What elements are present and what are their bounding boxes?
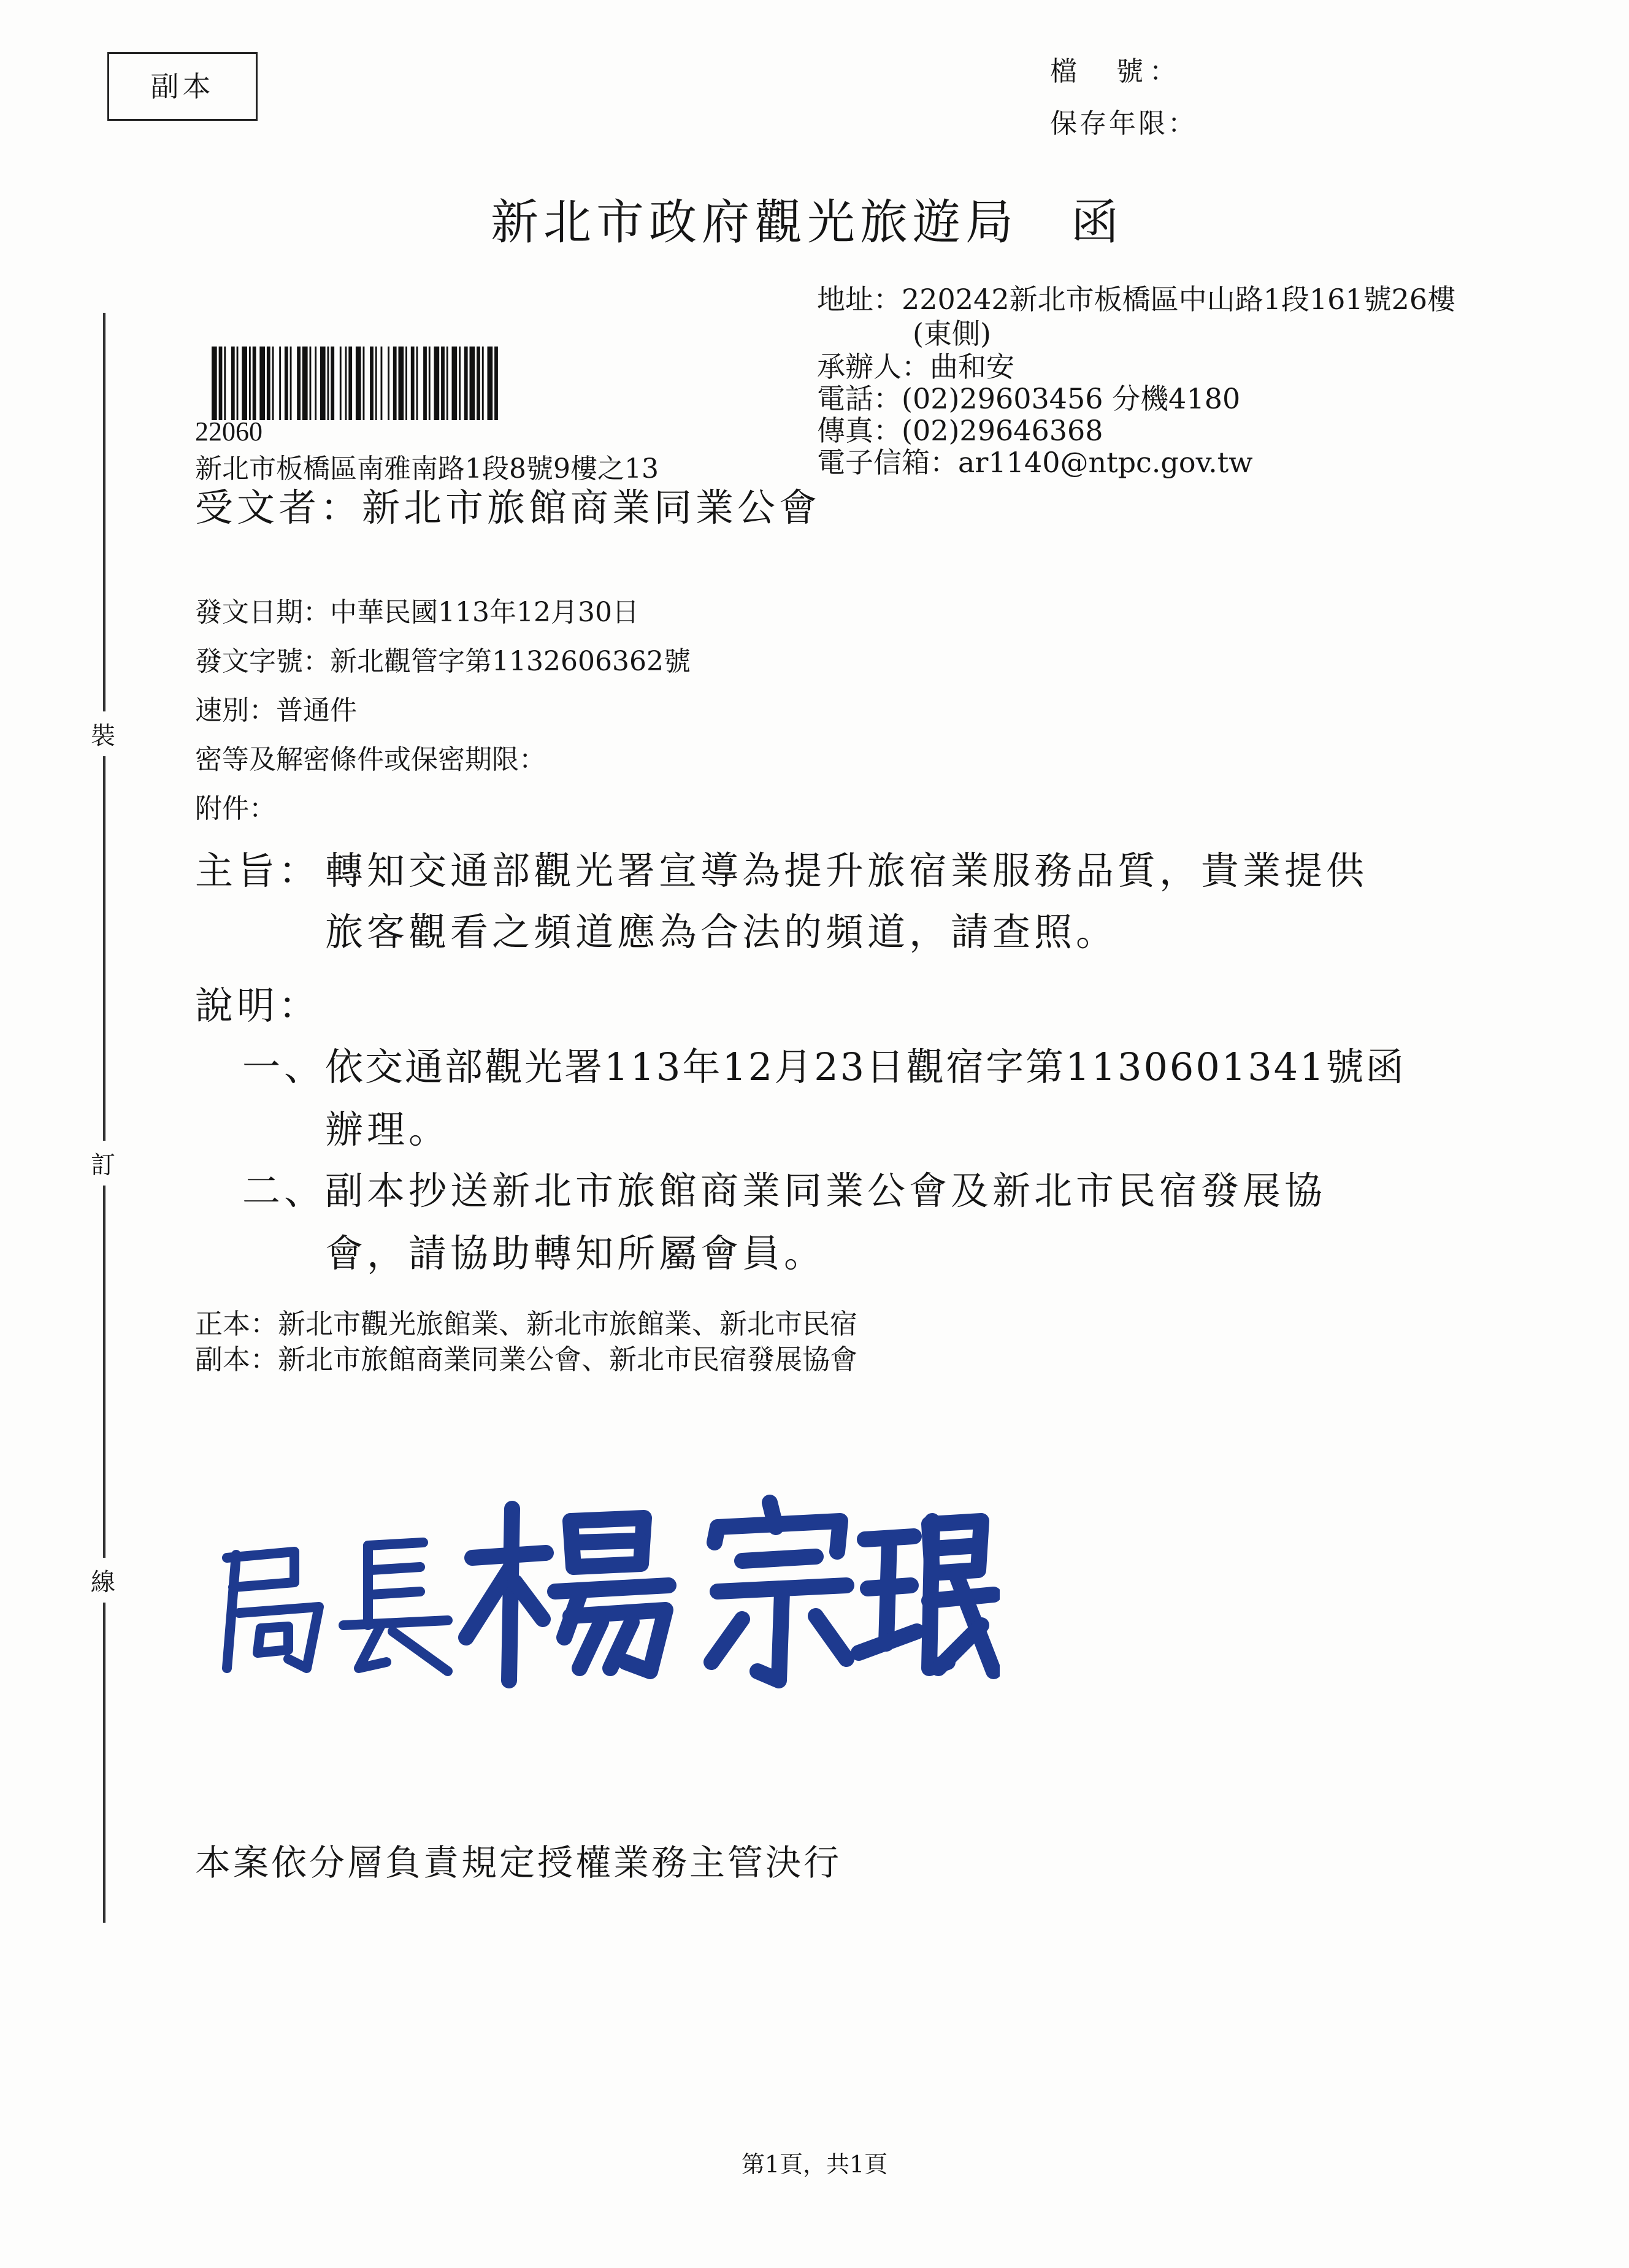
barcode-bar [320, 347, 326, 420]
recipient-address: 新北市板橋區南雅南路1段8號9樓之13 [195, 453, 659, 485]
barcode-bar [259, 347, 265, 420]
director-seal-stamp [202, 1484, 1000, 1693]
barcode-bar [494, 347, 498, 420]
barcode-bar [429, 347, 431, 420]
barcode-bar [488, 347, 493, 420]
barcode-bar [310, 347, 312, 420]
barcode-bar [388, 347, 389, 420]
page-indicator: 第1頁，共1頁 [741, 2151, 888, 2178]
barcode-bar [267, 347, 270, 420]
delivery-speed: 速別：普通件 [195, 695, 357, 726]
classification-terms: 密等及解密條件或保密期限： [195, 744, 546, 775]
barcode-bar [393, 347, 397, 420]
binding-mark-zhuang: 裝 [91, 711, 115, 756]
sender-address-cont: (東側) [913, 317, 991, 350]
barcode-bar [249, 347, 251, 420]
issue-date: 發文日期：中華民國113年12月30日 [195, 597, 639, 628]
sender-email: 電子信箱：ar1140@ntpc.gov.tw [817, 446, 1253, 479]
barcode-bar [315, 347, 316, 420]
barcode-bar [441, 347, 445, 420]
binding-mark-xian: 線 [91, 1558, 115, 1603]
sender-phone: 電話：(02)29603456 分機4180 [817, 382, 1241, 415]
barcode-bar [482, 347, 484, 420]
authorization-note: 本案依分層負責規定授權業務主管決行 [195, 1842, 842, 1883]
barcode-bar [452, 347, 458, 420]
attachments: 附件： [195, 793, 276, 824]
sender-handler: 承辦人：曲和安 [817, 350, 1014, 383]
file-number-label: 檔 號： [1050, 56, 1182, 87]
recipient-name: 受文者：新北市旅館商業同業公會 [195, 485, 821, 530]
barcode-bar [219, 347, 223, 420]
barcode-bar [224, 347, 226, 420]
barcode [212, 347, 592, 420]
sender-fax: 傳真：(02)29646368 [817, 414, 1103, 447]
barcode-bar [416, 347, 418, 420]
retention-period-label: 保存年限： [1050, 108, 1197, 139]
barcode-bar [470, 347, 475, 420]
barcode-bar [290, 347, 292, 420]
original-recipients: 正本：新北市觀光旅館業、新北市旅館業、新北市民宿 [195, 1308, 858, 1340]
barcode-bar [464, 347, 468, 420]
barcode-bar [279, 347, 281, 420]
barcode-bar [272, 347, 274, 420]
subject-label: 主旨： [195, 848, 321, 893]
recipient-postal-code: 22060 [195, 416, 263, 446]
document-number: 發文字號：新北觀管字第1132606362號 [195, 646, 691, 677]
explanation-label: 說明： [195, 983, 321, 1028]
barcode-bar [356, 347, 361, 420]
barcode-bar [399, 347, 404, 420]
barcode-bar [375, 347, 377, 420]
barcode-bar [363, 347, 365, 420]
explanation-item-1-line-2: 辦理。 [325, 1107, 451, 1152]
barcode-bar [434, 347, 440, 420]
barcode-bar [302, 347, 308, 420]
barcode-bar [285, 347, 288, 420]
barcode-bar [348, 347, 352, 420]
explanation-item-1-line-1: 依交通部觀光署113年12月23日觀宿字第1130601341號函 [325, 1044, 1406, 1089]
barcode-bar [231, 347, 235, 420]
copy-recipients: 副本：新北市旅館商業同業公會、新北市民宿發展協會 [195, 1343, 858, 1376]
barcode-bar [405, 347, 407, 420]
barcode-bar [331, 347, 334, 420]
document-title: 新北市政府觀光旅遊局 函 [491, 195, 1124, 250]
explanation-item-1-marker: 一、 [242, 1044, 326, 1089]
barcode-bar [447, 347, 448, 420]
barcode-bar [459, 347, 461, 420]
sender-address: 地址：220242新北市板橋區中山路1段161號26樓 [817, 283, 1456, 316]
barcode-bar [212, 347, 217, 420]
barcode-bar [411, 347, 415, 420]
explanation-item-2-marker: 二、 [242, 1168, 326, 1213]
explanation-item-2-line-1: 副本抄送新北市旅館商業同業公會及新北市民宿發展協 [325, 1168, 1327, 1213]
barcode-bar [297, 347, 301, 420]
barcode-bar [477, 347, 480, 420]
barcode-bar [381, 347, 383, 420]
copy-stamp-box: 副本 [107, 52, 258, 121]
binding-mark-ding: 訂 [91, 1141, 115, 1186]
barcode-bar [340, 347, 342, 420]
binding-line [103, 313, 105, 1923]
barcode-bar [345, 347, 347, 420]
barcode-bar [237, 347, 239, 420]
barcode-bar [423, 347, 427, 420]
barcode-bar [253, 347, 256, 420]
barcode-bar [328, 347, 329, 420]
subject-line-1: 轉知交通部觀光署宣導為提升旅宿業服務品質，貴業提供 [325, 848, 1368, 893]
explanation-item-2-line-2: 會，請協助轉知所屬會員。 [325, 1231, 826, 1276]
subject-line-2: 旅客觀看之頻道應為合法的頻道，請查照。 [325, 910, 1118, 954]
barcode-bar [370, 347, 374, 420]
barcode-bar [242, 347, 247, 420]
